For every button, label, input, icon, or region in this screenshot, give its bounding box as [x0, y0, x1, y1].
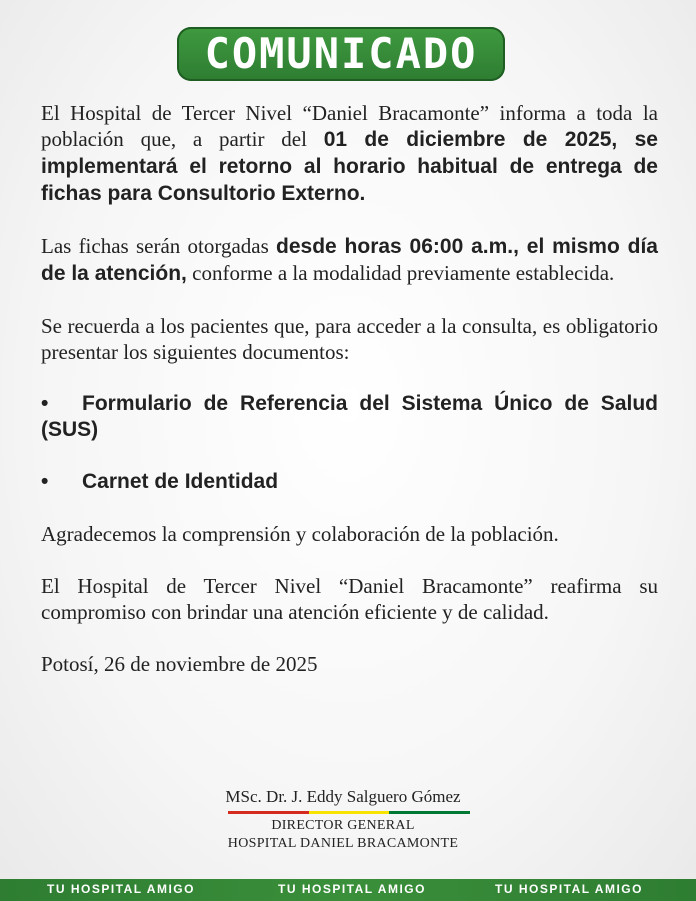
list-item — [41, 391, 658, 443]
signatory-title: DIRECTOR GENERAL — [271, 818, 415, 833]
list-item-text: Carnet de Identidad — [82, 470, 279, 493]
paragraph-thanks: Agradecemos la comprensión y colaboración de la población. — [41, 522, 559, 546]
paragraph-intro — [41, 100, 658, 207]
bullet-icon: • — [41, 392, 49, 415]
flag-stripe-red — [228, 811, 309, 814]
announcement-body — [41, 100, 658, 703]
footer-slogan: TU HOSPITAL AMIGO — [278, 882, 426, 896]
signatory-name: MSc. Dr. J. Eddy Salguero Gómez — [225, 787, 461, 806]
flag-stripe-yellow — [309, 811, 390, 814]
intro-text: El Hospital de Tercer Nivel “Daniel Bracamonte” informa a toda la población que, a partir del — [41, 101, 658, 151]
footer-slogan: TU HOSPITAL AMIGO — [495, 882, 643, 896]
intro-highlight: 01 de diciembre de 2025, se implementará el retorno al horario habitual de entrega de fichas para Consultorio Externo. — [41, 128, 658, 205]
comunicado-banner — [177, 27, 505, 81]
paragraph-commitment: El Hospital de Tercer Nivel “Daniel Bracamonte” reafirma su compromiso con brindar una atención eficiente y de calidad. — [41, 574, 658, 624]
list-item — [41, 469, 658, 495]
paragraph-requirements-intro: Se recuerda a los pacientes que, para acceder a la consulta, es obligatorio presentar los siguientes documentos: — [41, 314, 658, 364]
flag-stripe — [228, 811, 470, 814]
flag-stripe-green — [389, 811, 470, 814]
footer-bar — [0, 879, 696, 901]
list-item-text: Formulario de Referencia del Sistema Único de Salud (SUS) — [41, 392, 658, 441]
signature-block — [200, 786, 486, 853]
schedule-text: Las fichas serán otorgadas — [41, 234, 277, 258]
footer-slogan: TU HOSPITAL AMIGO — [47, 882, 195, 896]
schedule-text-end: conforme a la modalidad previamente establecida. — [186, 261, 615, 285]
paragraph-schedule — [41, 233, 658, 287]
requirements-list — [41, 391, 658, 495]
date-line: Potosí, 26 de noviembre de 2025 — [41, 652, 318, 676]
signatory-institution: HOSPITAL DANIEL BRACAMONTE — [227, 836, 459, 851]
schedule-highlight: desde horas 06:00 a.m., el mismo día de la atención, — [41, 235, 658, 285]
page-title: COMUNICADO — [204, 29, 478, 78]
bullet-icon: • — [41, 470, 49, 493]
